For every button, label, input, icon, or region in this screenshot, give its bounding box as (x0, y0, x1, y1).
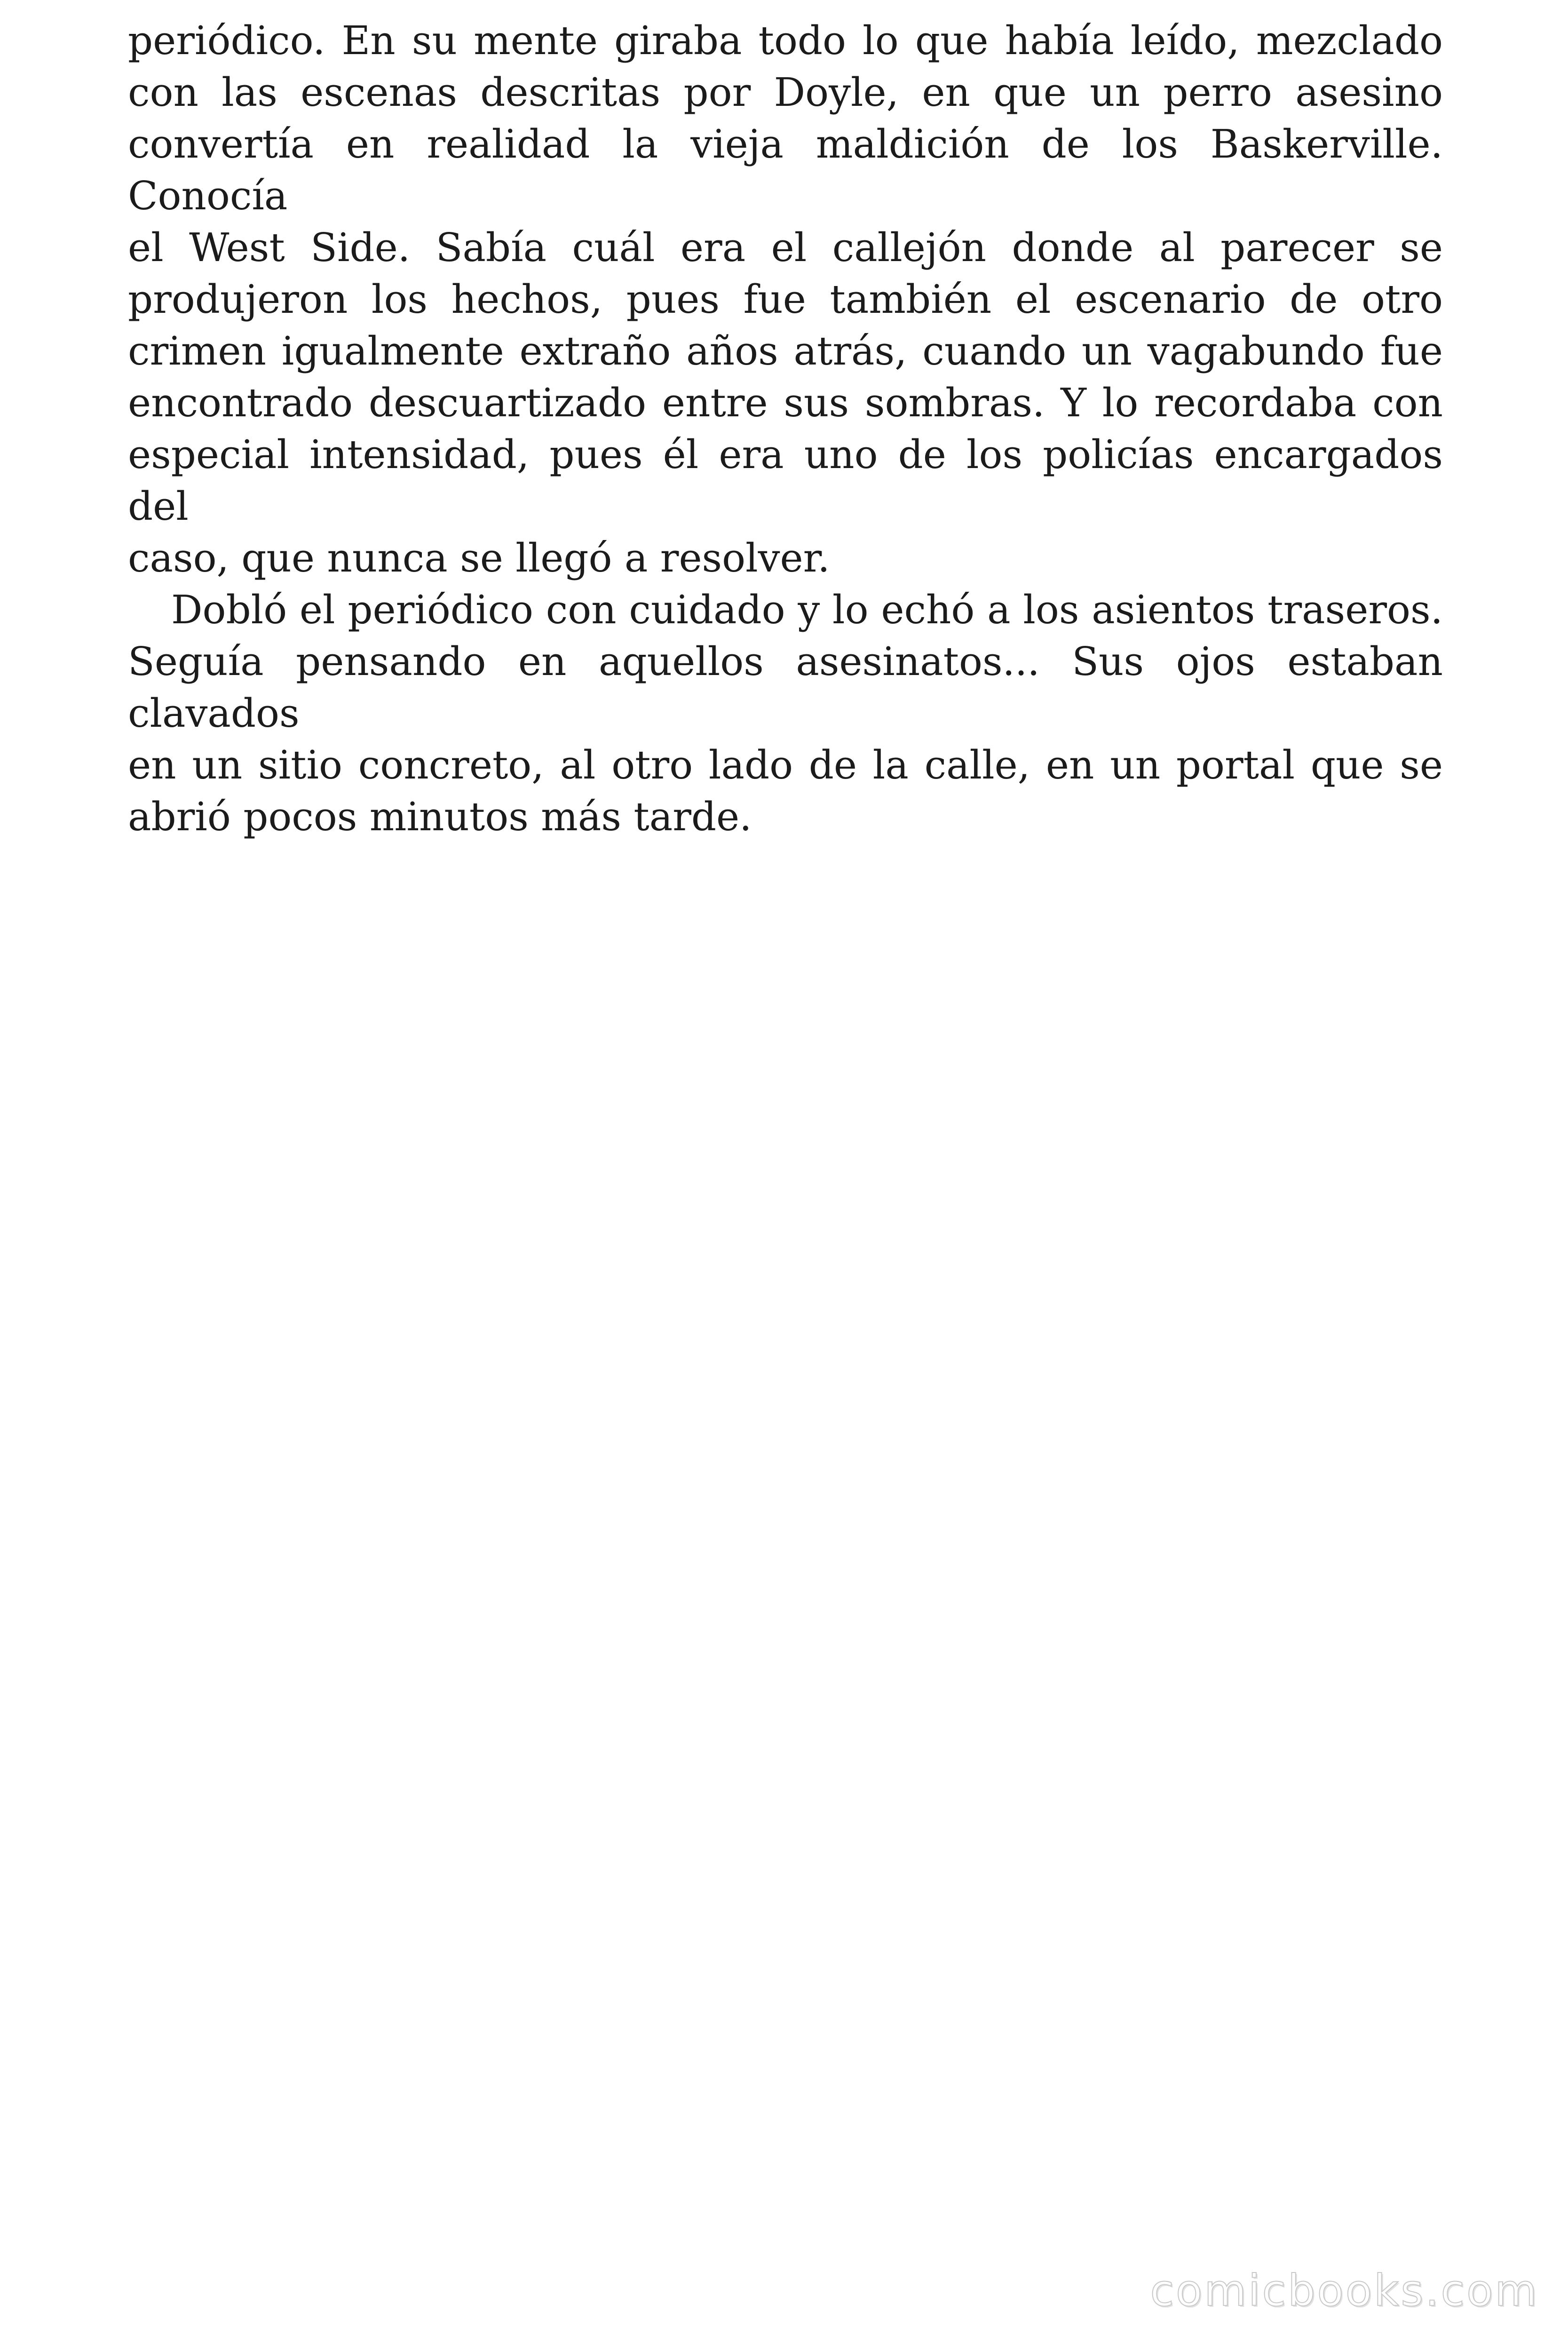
text-line: produjeron los hechos, pues fue también el escenario de otro (128, 277, 1443, 322)
text-line: con las escenas descritas por Doyle, en que un perro asesino (128, 70, 1443, 115)
text-line: crimen igualmente extraño años atrás, cuando un vagabundo fue (128, 328, 1443, 374)
text-line: Seguía pensando en aquellos asesinatos... Sus ojos estaban clavados (128, 639, 1443, 736)
body-text (128, 15, 1443, 843)
text-line: encontrado descuartizado entre sus sombras. Y lo recordaba con (128, 380, 1443, 426)
watermark-logo: comicbooks.com (1150, 2265, 1539, 2316)
text-line: el West Side. Sabía cuál era el callejón donde al parecer se (128, 225, 1443, 270)
text-line-paragraph-end: abrió pocos minutos más tarde. (128, 794, 752, 840)
text-line-paragraph-end: caso, que nunca se llegó a resolver. (128, 535, 830, 581)
text-line-paragraph-start: Dobló el periódico con cuidado y lo echó a los asientos traseros. (171, 587, 1443, 633)
text-line: periódico. En su mente giraba todo lo que había leído, mezclado (128, 18, 1443, 64)
text-line: especial intensidad, pues él era uno de los policías encargados del (128, 432, 1443, 529)
text-line: en un sitio concreto, al otro lado de la calle, en un portal que se (128, 742, 1443, 788)
text-line: convertía en realidad la vieja maldición de los Baskerville. Conocía (128, 121, 1443, 219)
